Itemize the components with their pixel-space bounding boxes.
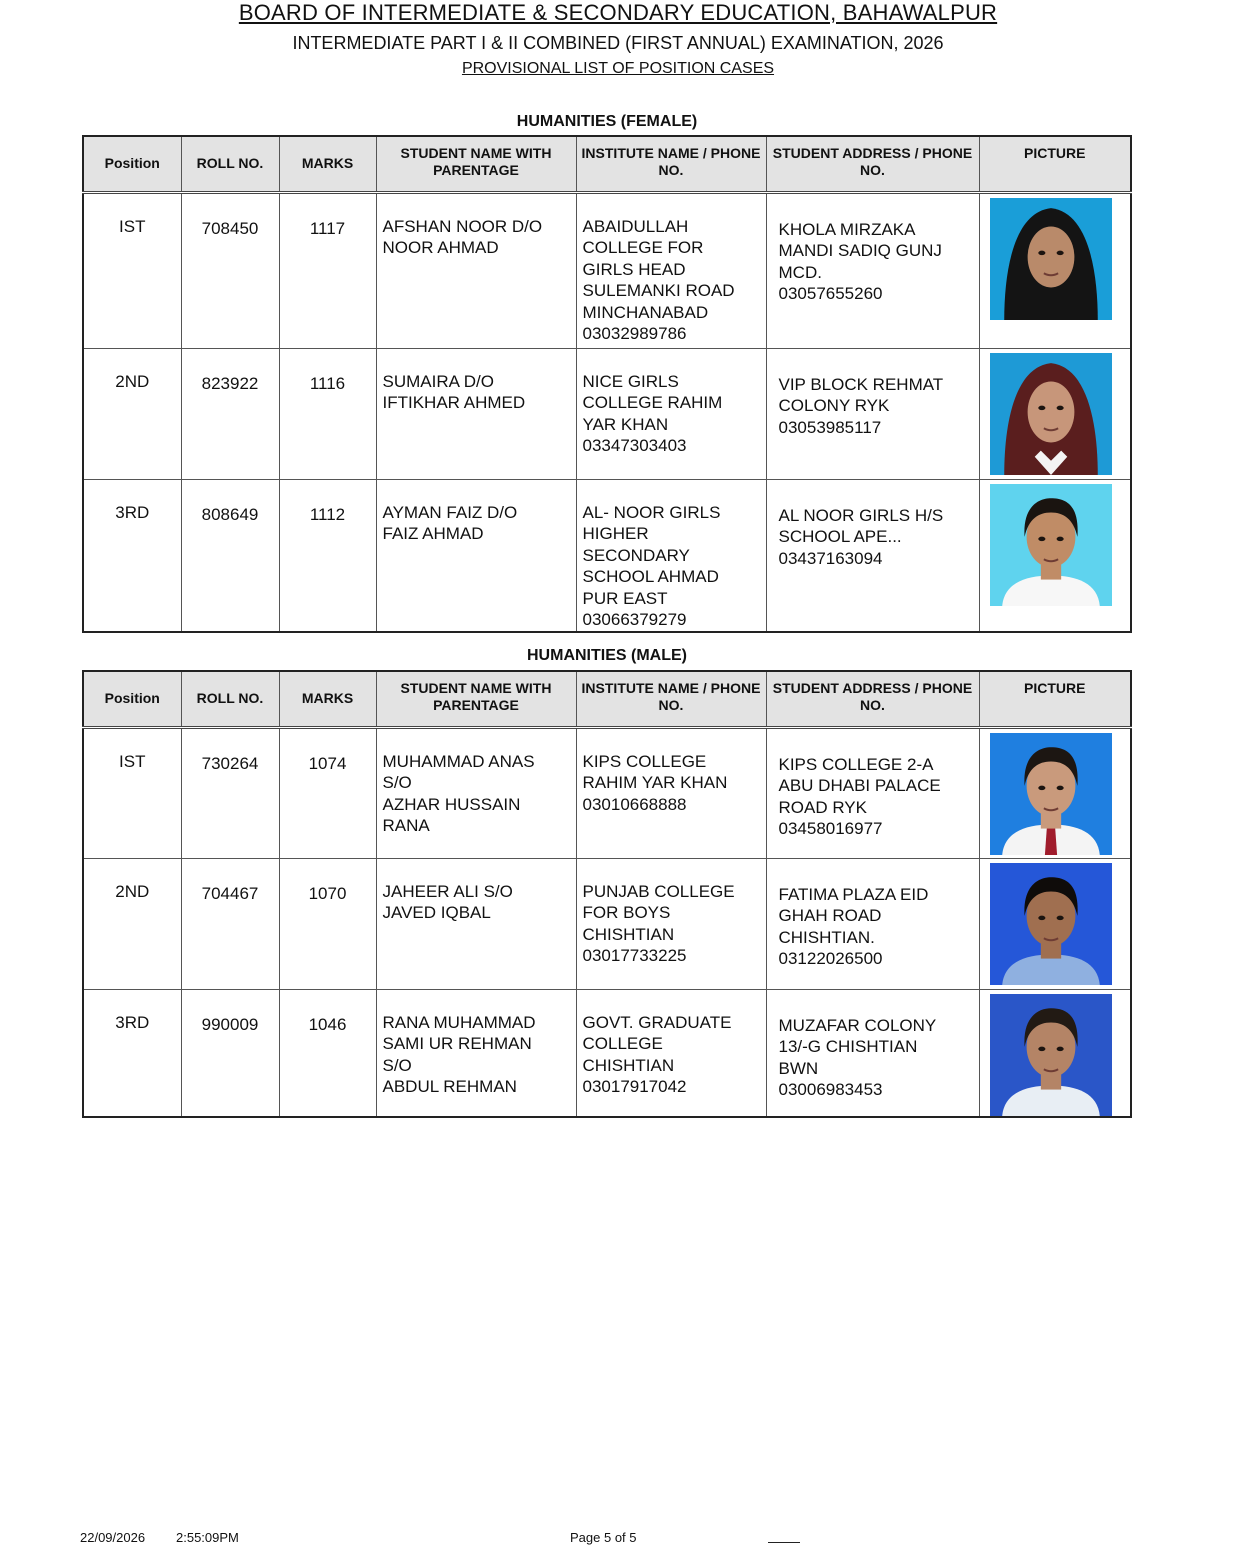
- institute-cell: [576, 479, 766, 632]
- exam-title: INTERMEDIATE PART I & II COMBINED (FIRST ANNUAL) EXAMINATION, 2026: [292, 33, 944, 53]
- institute-cell: [576, 727, 766, 858]
- address-cell-line: SCHOOL APE...: [778, 527, 902, 546]
- institute-cell: [576, 989, 766, 1117]
- col-picture-header: PICTURE: [979, 136, 1131, 192]
- institute-cell-line: SULEMANKI ROAD: [582, 281, 735, 300]
- marks-cell: 1074: [279, 727, 376, 858]
- student-name-cell-line: AZHAR HUSSAIN: [382, 794, 521, 814]
- position-cell: 3RD: [83, 479, 181, 632]
- table-row: [83, 348, 1131, 479]
- institute-cell-line: GIRLS HEAD: [582, 259, 686, 279]
- institute-cell-line: CHISHTIAN: [582, 1055, 675, 1075]
- address-cell-line: GHAH ROAD: [778, 906, 882, 925]
- position-cell: 3RD: [83, 989, 181, 1117]
- col-roll-no-header: ROLL NO.: [181, 136, 279, 192]
- roll-no-cell: 704467: [181, 858, 279, 989]
- institute-cell-line: PUNJAB COLLEGE: [582, 881, 735, 901]
- board-title: BOARD OF INTERMEDIATE & SECONDARY EDUCATION, BAHAWALPUR: [238, 0, 998, 25]
- position-cell: IST: [83, 192, 181, 348]
- address-cell-line: 03437163094: [778, 548, 883, 568]
- marks-cell: 1112: [279, 479, 376, 632]
- student-name-cell-line: MUHAMMAD ANAS: [382, 751, 535, 771]
- table-row: [83, 479, 1131, 632]
- address-cell-line: KHOLA MIRZAKA: [778, 219, 916, 239]
- address-cell-line: AL NOOR GIRLS H/S: [778, 505, 944, 525]
- position-table: [82, 670, 1132, 1118]
- institute-cell-line: 03017917042: [582, 1077, 687, 1096]
- address-cell: [766, 192, 979, 348]
- address-cell-line: COLONY RYK: [778, 396, 890, 415]
- picture-cell: [979, 348, 1131, 479]
- position-table: [82, 135, 1132, 633]
- address-cell-line: CHISHTIAN.: [778, 927, 875, 947]
- institute-cell-line: FOR BOYS: [582, 903, 671, 922]
- institute-cell-line: SECONDARY: [582, 545, 690, 565]
- student-name-cell: [376, 348, 576, 479]
- table-row: [83, 192, 1131, 348]
- student-name-cell-line: SAMI UR REHMAN: [382, 1034, 532, 1053]
- institute-cell-line: 03066379279: [582, 610, 687, 629]
- address-cell-line: ROAD RYK: [778, 797, 867, 817]
- institute-cell-line: AL- NOOR GIRLS: [582, 502, 721, 522]
- footer-rule: [768, 1542, 800, 1543]
- table-row: [83, 858, 1131, 989]
- col-institute-header: INSTITUTE NAME / PHONE NO.: [576, 136, 766, 192]
- table-row: [83, 989, 1131, 1117]
- address-cell-line: 13/-G CHISHTIAN: [778, 1037, 918, 1056]
- marks-cell: 1046: [279, 989, 376, 1117]
- institute-cell-line: KIPS COLLEGE: [582, 751, 707, 771]
- student-name-cell: [376, 989, 576, 1117]
- address-cell-line: 03057655260: [778, 284, 883, 303]
- student-name-cell: [376, 192, 576, 348]
- print-time: 2:55:09PM: [176, 1530, 239, 1545]
- institute-cell-line: GOVT. GRADUATE: [582, 1012, 732, 1032]
- address-cell-line: 03122026500: [778, 949, 883, 968]
- student-name-cell-line: AFSHAN NOOR D/O: [382, 216, 543, 236]
- student-name-cell-line: IFTIKHAR AHMED: [382, 393, 526, 412]
- student-name-cell: [376, 479, 576, 632]
- institute-cell-line: 03017733225: [582, 946, 687, 965]
- student-name-cell: [376, 727, 576, 858]
- picture-cell: [979, 727, 1131, 858]
- address-cell: [766, 348, 979, 479]
- picture-cell: [979, 989, 1131, 1117]
- student-name-cell-line: SUMAIRA D/O: [382, 371, 494, 391]
- address-cell: [766, 479, 979, 632]
- table-row: [83, 727, 1131, 858]
- roll-no-cell: 708450: [181, 192, 279, 348]
- institute-cell: [576, 192, 766, 348]
- student-name-cell-line: ABDUL REHMAN: [382, 1077, 517, 1096]
- student-name-cell-line: S/O: [382, 1055, 412, 1075]
- address-cell-line: ABU DHABI PALACE: [778, 776, 941, 795]
- col-address-header: STUDENT ADDRESS / PHONE NO.: [766, 136, 979, 192]
- address-cell-line: BWN: [778, 1058, 819, 1078]
- col-position-header: Position: [83, 136, 181, 192]
- section-title: HUMANITIES (FEMALE): [516, 113, 698, 130]
- student-photo: [990, 733, 1112, 855]
- address-cell: [766, 858, 979, 989]
- page-number: Page 5 of 5: [570, 1530, 637, 1545]
- student-photo: [990, 863, 1112, 985]
- header-row: [83, 136, 1131, 192]
- institute-cell-line: SCHOOL AHMAD: [582, 567, 719, 586]
- col-address-header: STUDENT ADDRESS / PHONE NO.: [766, 671, 979, 727]
- address-cell-line: 03458016977: [778, 819, 883, 838]
- address-cell-line: MCD.: [778, 262, 822, 282]
- institute-cell-line: COLLEGE RAHIM: [582, 393, 723, 412]
- address-cell-line: FATIMA PLAZA EID: [778, 884, 929, 904]
- institute-cell-line: HIGHER: [582, 524, 649, 543]
- institute-cell-line: MINCHANABAD: [582, 302, 709, 322]
- student-name-cell-line: RANA MUHAMMAD: [382, 1012, 536, 1032]
- student-name-cell-line: JAVED IQBAL: [382, 903, 491, 922]
- institute-cell-line: 03347303403: [582, 436, 687, 455]
- student-name-cell-line: FAIZ AHMAD: [382, 524, 484, 543]
- institute-cell-line: 03032989786: [582, 324, 687, 343]
- student-name-cell: [376, 858, 576, 989]
- col-marks-header: MARKS: [279, 671, 376, 727]
- roll-no-cell: 823922: [181, 348, 279, 479]
- col-picture-header: PICTURE: [979, 671, 1131, 727]
- student-name-cell-line: AYMAN FAIZ D/O: [382, 502, 518, 522]
- print-date: 22/09/2026: [80, 1530, 146, 1545]
- address-cell-line: KIPS COLLEGE 2-A: [778, 754, 934, 774]
- picture-cell: [979, 479, 1131, 632]
- institute-cell-line: YAR KHAN: [582, 414, 669, 434]
- student-name-cell-line: S/O: [382, 773, 412, 792]
- institute-cell-line: ABAIDULLAH: [582, 216, 689, 236]
- institute-cell-line: RAHIM YAR KHAN: [582, 773, 728, 792]
- institute-cell-line: COLLEGE: [582, 1034, 663, 1053]
- institute-cell-line: PUR EAST: [582, 588, 668, 608]
- institute-cell: [576, 858, 766, 989]
- col-institute-header: INSTITUTE NAME / PHONE NO.: [576, 671, 766, 727]
- position-cell: 2ND: [83, 348, 181, 479]
- student-photo: [990, 353, 1112, 475]
- picture-cell: [979, 858, 1131, 989]
- col-student-name-header: STUDENT NAME WITH PARENTAGE: [376, 671, 576, 727]
- institute-cell-line: CHISHTIAN: [582, 924, 675, 944]
- col-position-header: Position: [83, 671, 181, 727]
- student-name-cell-line: JAHEER ALI S/O: [382, 881, 513, 901]
- address-cell-line: 03053985117: [778, 417, 882, 437]
- position-cell: 2ND: [83, 858, 181, 989]
- marks-cell: 1070: [279, 858, 376, 989]
- col-student-name-header: STUDENT NAME WITH PARENTAGE: [376, 136, 576, 192]
- institute-cell-line: 03010668888: [582, 794, 687, 814]
- roll-no-cell: 990009: [181, 989, 279, 1117]
- student-name-cell-line: RANA: [382, 816, 430, 835]
- roll-no-cell: 730264: [181, 727, 279, 858]
- student-photo: [990, 484, 1112, 606]
- picture-cell: [979, 192, 1131, 348]
- address-cell-line: 03006983453: [778, 1080, 883, 1099]
- address-cell-line: VIP BLOCK REHMAT: [778, 374, 944, 394]
- student-photo: [990, 198, 1112, 320]
- student-photo: [990, 994, 1112, 1116]
- address-cell-line: MUZAFAR COLONY: [778, 1015, 937, 1035]
- institute-cell-line: NICE GIRLS: [582, 371, 679, 391]
- section-title: HUMANITIES (MALE): [527, 647, 687, 664]
- institute-cell: [576, 348, 766, 479]
- roll-no-cell: 808649: [181, 479, 279, 632]
- list-title: PROVISIONAL LIST OF POSITION CASES: [461, 60, 775, 77]
- header-row: [83, 671, 1131, 727]
- marks-cell: 1116: [279, 348, 376, 479]
- address-cell: [766, 989, 979, 1117]
- position-cell: IST: [83, 727, 181, 858]
- marks-cell: 1117: [279, 192, 376, 348]
- address-cell: [766, 727, 979, 858]
- col-marks-header: MARKS: [279, 136, 376, 192]
- col-roll-no-header: ROLL NO.: [181, 671, 279, 727]
- address-cell-line: MANDI SADIQ GUNJ: [778, 241, 942, 260]
- student-name-cell-line: NOOR AHMAD: [382, 238, 499, 257]
- institute-cell-line: COLLEGE FOR: [582, 238, 704, 257]
